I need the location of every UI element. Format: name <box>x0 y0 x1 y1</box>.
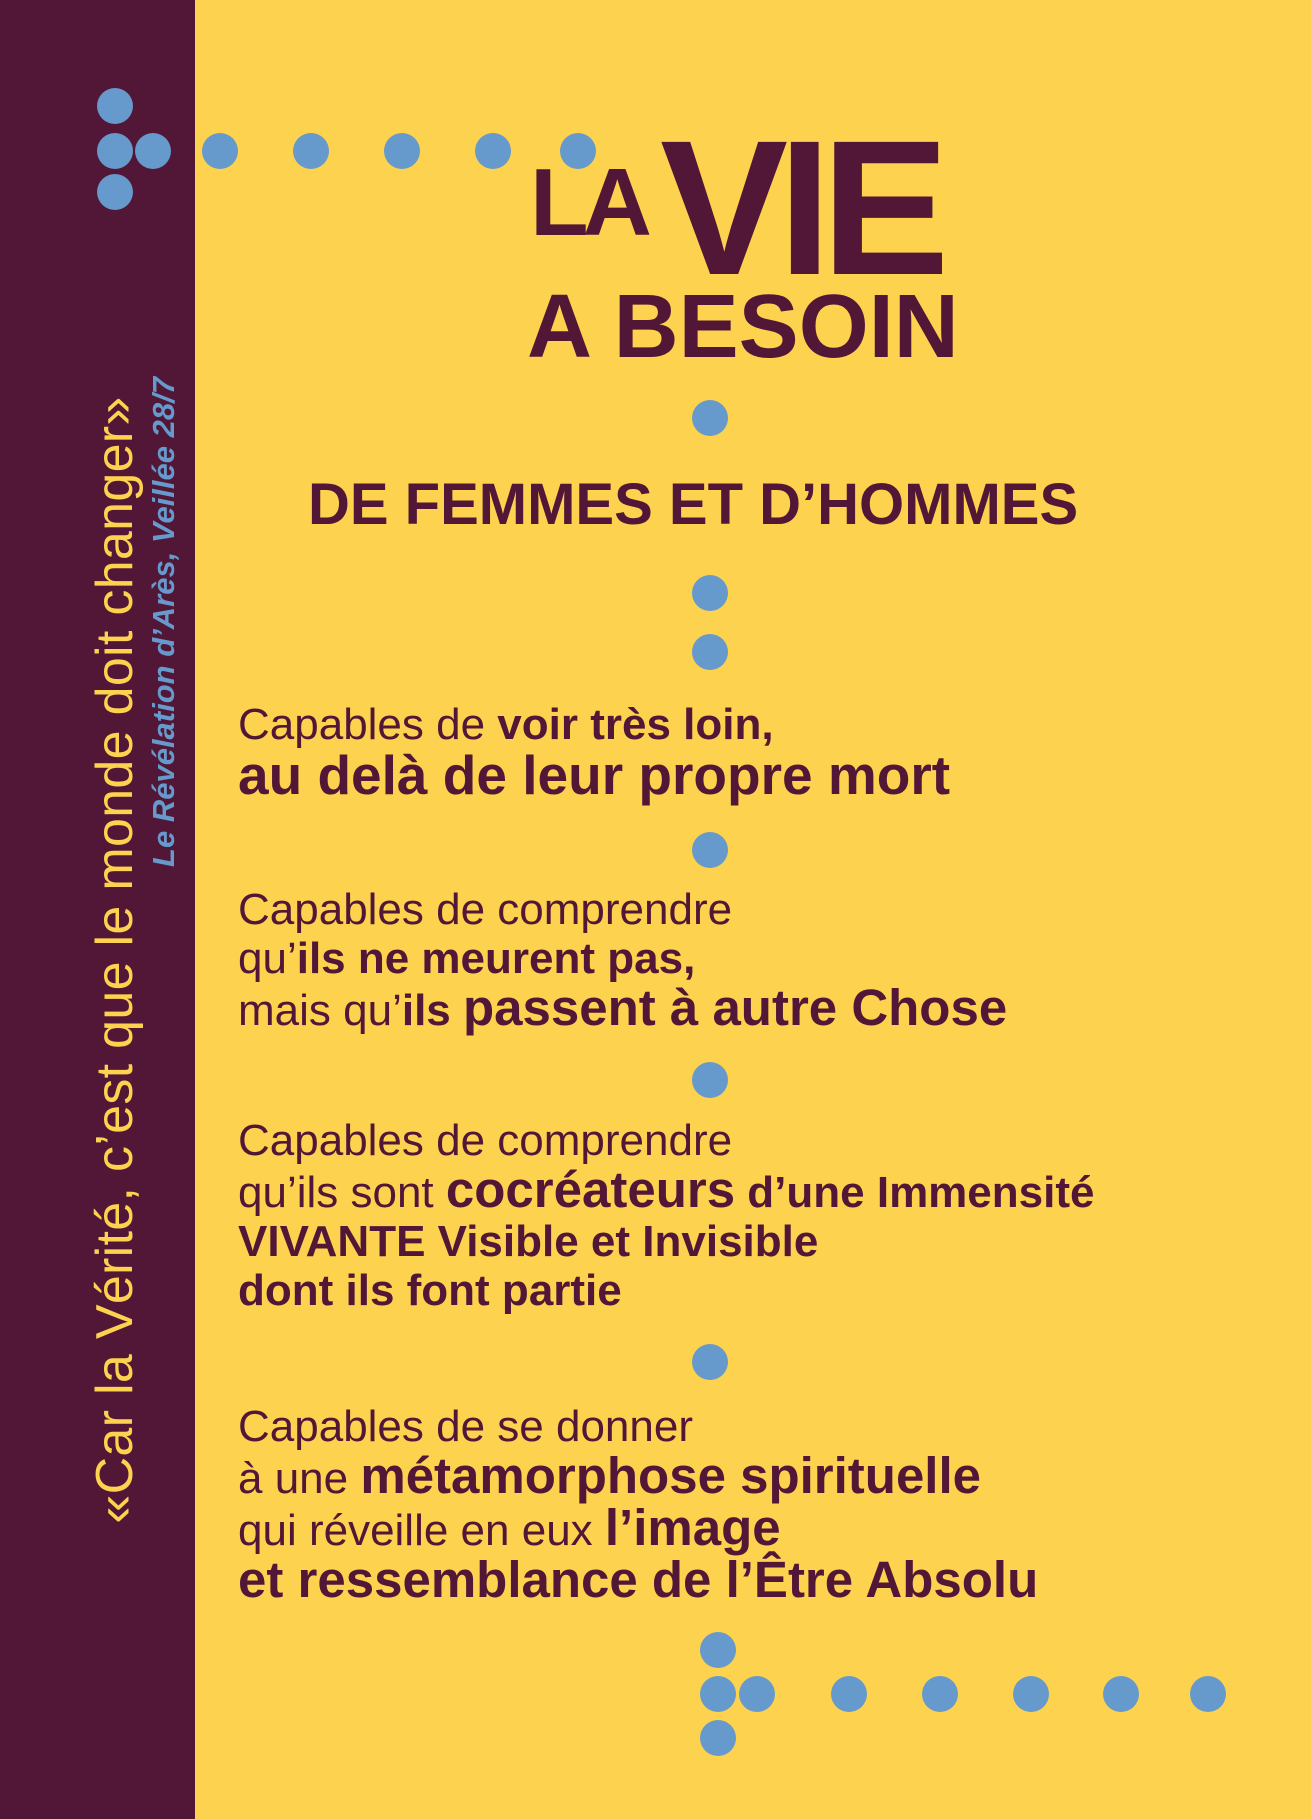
decorative-dot <box>202 133 238 169</box>
paragraph-line <box>238 934 1007 983</box>
decorative-dot <box>692 634 728 670</box>
decorative-dot <box>922 1676 958 1712</box>
text-regular: qu’ <box>238 934 297 983</box>
text-regular: à une <box>238 1454 361 1503</box>
text-bold: dont ils font partie <box>238 1266 622 1315</box>
text-bold: ils ne meurent pas, <box>296 934 696 983</box>
text-bold: passent à autre Chose <box>463 979 1008 1036</box>
decorative-dot <box>692 832 728 868</box>
decorative-dot <box>700 1676 736 1712</box>
decorative-dot <box>475 133 511 169</box>
sidebar-quote: «Car la Vérité, c’est que le monde doit changer» <box>86 396 144 1524</box>
text-bold: voir très loin, <box>497 700 774 749</box>
text-regular: qu’ils sont <box>238 1168 446 1217</box>
subtitle: DE FEMMES ET D’HOMMES <box>308 472 1079 537</box>
title-besoin: A BESOIN <box>527 277 959 377</box>
text-regular: mais qu’ <box>238 986 402 1035</box>
paragraph-4 <box>238 1402 1039 1608</box>
text-regular: Capables de <box>238 700 498 749</box>
decorative-dot <box>692 1062 728 1098</box>
text-regular: Capables de comprendre <box>238 1116 733 1165</box>
text-bold: VIVANTE Visible et Invisible <box>238 1217 819 1266</box>
paragraph-1 <box>238 700 951 806</box>
text-bold: cocréateurs <box>445 1161 736 1218</box>
text-bold: métamorphose spirituelle <box>360 1447 982 1504</box>
paragraph-line <box>238 1499 1038 1556</box>
paragraph-line <box>238 1161 1095 1218</box>
decorative-dot <box>692 575 728 611</box>
decorative-dot <box>831 1676 867 1712</box>
sidebar-citation: Le Révélation d’Arès, Veillée 28/7 <box>146 377 181 867</box>
title-la: LA <box>530 149 646 256</box>
text-bold: au delà de leur propre mort <box>238 744 951 806</box>
decorative-dot <box>700 1632 736 1668</box>
decorative-dot <box>384 133 420 169</box>
decorative-dot <box>692 400 728 436</box>
decorative-dot <box>1103 1676 1139 1712</box>
text-regular: Capables de se donner <box>238 1402 693 1451</box>
paragraph-3 <box>238 1116 1094 1315</box>
paragraph-line <box>238 979 1008 1036</box>
paragraph-line <box>238 700 950 749</box>
decorative-dot <box>97 133 133 169</box>
paragraph-line <box>238 1447 1038 1504</box>
text-bold: ils <box>401 986 463 1035</box>
text-regular: qui réveille en eux <box>238 1506 605 1555</box>
decorative-dot <box>739 1676 775 1712</box>
text-bold: d’une Immensité <box>735 1168 1095 1217</box>
decorative-dot <box>1013 1676 1049 1712</box>
decorative-dot <box>135 133 171 169</box>
decorative-dot <box>1190 1676 1226 1712</box>
title-vie: VIE <box>660 100 940 315</box>
text-bold: et ressemblance de l’Être Absolu <box>238 1551 1039 1608</box>
decorative-dot <box>97 88 133 124</box>
decorative-dot <box>700 1720 736 1756</box>
decorative-dot <box>293 133 329 169</box>
decorative-dot <box>692 1344 728 1380</box>
text-regular: Capables de comprendre <box>238 885 733 934</box>
decorative-dot <box>97 174 133 210</box>
text-bold: l’image <box>604 1499 781 1556</box>
paragraph-2 <box>238 885 1007 1035</box>
